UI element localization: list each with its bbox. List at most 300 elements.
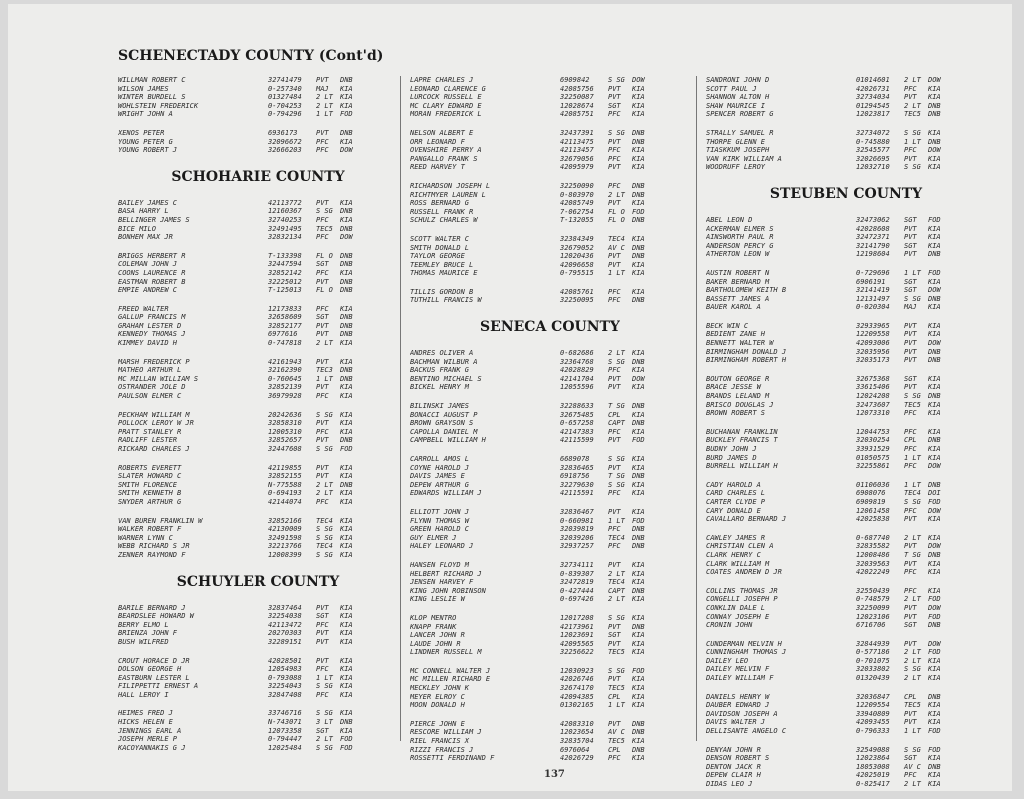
rank: PVT [316, 656, 329, 665]
status-code: DNB [632, 622, 645, 631]
rank: TEC4 [608, 578, 625, 587]
rank: CPL [608, 410, 621, 419]
roster-entry [706, 746, 986, 755]
status-code: DNB [928, 762, 941, 771]
soldier-name: GRAHAM LESTER D [118, 321, 182, 330]
soldier-name: VAN KIRK WILLIAM A [706, 154, 782, 163]
roster-entry [118, 330, 398, 339]
entry-block [706, 693, 986, 736]
status-code: KIA [632, 199, 645, 208]
roster-entry [118, 225, 398, 234]
roster-entry [706, 85, 986, 94]
status-code: DNB [928, 356, 941, 365]
service-number: 42095979 [560, 163, 594, 172]
service-number: 42130009 [268, 525, 302, 534]
rank: 2 LT [316, 480, 333, 489]
soldier-name: DENYAN JOHN R [706, 745, 761, 754]
roster-entry [118, 129, 398, 138]
roster-entry [706, 551, 986, 560]
entry-block [410, 402, 690, 445]
rank: 2 LT [316, 101, 333, 110]
service-number: 32545577 [856, 146, 890, 155]
soldier-name: CLARK HENRY C [706, 550, 761, 559]
rank: TEC5 [904, 400, 921, 409]
soldier-name: CARROLL AMOS L [410, 455, 470, 463]
status-code: FOD [340, 735, 353, 744]
roster-entry [410, 182, 690, 191]
status-code: DNB [632, 586, 645, 595]
roster-entry [410, 693, 690, 702]
rank: PVT [904, 612, 917, 621]
soldier-name: BRACE JESSE W [706, 383, 761, 392]
roster-entry [706, 674, 986, 683]
status-code: DNB [340, 286, 353, 295]
service-number: 12073310 [856, 409, 890, 418]
status-code: KIA [928, 445, 941, 453]
service-number: 0-839307 [560, 569, 594, 578]
rank: PVT [904, 154, 917, 163]
soldier-name: CADY HAROLD A [706, 480, 761, 489]
service-number: 32030254 [856, 436, 890, 445]
county-heading: STEUBEN COUNTY [769, 185, 923, 202]
service-number: 20242636 [268, 410, 302, 419]
service-number: 42161943 [268, 357, 302, 366]
roster-entry [706, 216, 986, 225]
status-code: DNB [928, 392, 941, 401]
soldier-name: EASTBURN LESTER L [118, 673, 190, 682]
soldier-name: COYNE HAROLD J [410, 463, 470, 472]
soldier-name: GALLUP FRANCIS M [118, 313, 186, 322]
service-number: 32033802 [856, 665, 890, 674]
soldier-name: SCOTT WALTER C [410, 234, 470, 243]
soldier-name: RICHARDSON JOSEPH L [410, 181, 491, 190]
rank: PVT [904, 559, 917, 568]
document-page [8, 4, 1012, 791]
rank: PFC [608, 146, 621, 155]
rank: TEC5 [608, 737, 625, 746]
roster-entry [410, 578, 690, 587]
roster-entry [118, 691, 398, 700]
status-code: KIA [928, 559, 941, 568]
rank: TEC5 [608, 648, 625, 657]
roster-entry [706, 339, 986, 348]
status-code: DNB [928, 692, 941, 701]
rank: PFC [316, 146, 329, 155]
rank: PFC [316, 690, 329, 699]
status-code: KIA [632, 269, 645, 278]
rank: PFC [608, 110, 621, 119]
rank: S SG [316, 550, 333, 559]
rank: 1 LT [904, 727, 921, 736]
service-number: 32666203 [268, 146, 302, 155]
status-code: KIA [340, 419, 353, 428]
roster-entry [118, 604, 398, 613]
status-code: KIA [340, 629, 353, 638]
status-code: KIA [340, 533, 353, 542]
rank: 2 LT [316, 93, 333, 102]
soldier-name: PECKHAM WILLIAM M [118, 410, 190, 419]
roster-entry [410, 93, 690, 102]
rank: PVT [904, 250, 917, 259]
service-number: 32141419 [856, 286, 890, 295]
rank: SGT [904, 241, 917, 250]
soldier-name: WILSON JAMES [118, 84, 169, 93]
soldier-name: CHRISTIAN CLEN A [706, 542, 774, 551]
service-number: 42025019 [856, 771, 890, 780]
roster-entry [706, 155, 986, 164]
rank: S SG [608, 357, 625, 366]
service-number: 6918756 [560, 472, 590, 481]
soldier-name: BURD JAMES D [706, 453, 757, 462]
service-number: 20270303 [268, 629, 302, 638]
service-number: 0-747818 [268, 339, 302, 348]
service-number: 42085749 [560, 199, 594, 208]
soldier-name: SCOTT PAUL J [706, 84, 757, 93]
soldier-name: DAVIS JAMES E [410, 472, 465, 481]
status-code: FOD [928, 595, 941, 604]
status-code: KIA [632, 101, 645, 110]
soldier-name: BUCKLEY FRANCIS T [706, 436, 778, 445]
rank: PVT [904, 347, 917, 356]
service-number: 32832134 [268, 233, 302, 242]
rank: PFC [904, 84, 917, 93]
soldier-name: JENSEN HARVEY F [410, 578, 474, 587]
status-code: KIA [928, 303, 941, 312]
roster-entry [118, 411, 398, 420]
soldier-name: DAVIDSON JOSEPH A [706, 709, 778, 718]
service-number: 32255861 [856, 462, 890, 471]
soldier-name: CAPOLLA DANIEL M [410, 427, 478, 436]
rank: PFC [316, 215, 329, 224]
rank: S SG [316, 445, 333, 453]
rank: PVT [608, 137, 621, 146]
soldier-name: CONWAY JOSEPH E [706, 612, 770, 621]
soldier-name: RADLIFF LESTER [118, 436, 178, 445]
rank: 2 LT [316, 339, 333, 348]
service-number: 32256622 [560, 648, 594, 657]
status-code: DNB [632, 137, 645, 146]
soldier-name: DAVIS WALTER J [706, 718, 766, 727]
status-code: DNB [928, 347, 941, 356]
soldier-name: DEPEW ARTHUR G [410, 480, 470, 489]
rank: PFC [904, 771, 917, 780]
status-code: KIA [632, 560, 645, 569]
rank: SGT [904, 277, 917, 286]
service-number: 42094385 [560, 692, 594, 701]
service-number: 32550439 [856, 586, 890, 595]
rank: PVT [608, 622, 621, 631]
rank: PFC [904, 427, 917, 436]
roster-entry [706, 401, 986, 410]
rank: PFC [316, 620, 329, 629]
soldier-name: REED HARVEY T [410, 163, 465, 172]
rank: PVT [316, 472, 329, 481]
roster-entry [706, 348, 986, 357]
soldier-name: POLLOCK LEROY W JR [118, 419, 194, 428]
roster-entry [706, 286, 986, 295]
soldier-name: WOODRUFF LEROY [706, 163, 766, 172]
rank: PVT [904, 383, 917, 392]
soldier-name: ROSS BERNARD G [410, 199, 470, 208]
roster-entry [410, 595, 690, 604]
roster-entry [706, 621, 986, 630]
service-number: 32288633 [560, 402, 594, 411]
rank: PFC [608, 366, 621, 375]
status-code: KIA [632, 489, 645, 498]
rank: PVT [904, 224, 917, 233]
status-code: KIA [632, 93, 645, 102]
soldier-name: BERRY ELMO L [118, 620, 169, 629]
service-number: 32162390 [268, 366, 302, 375]
page-title: SCHENECTADY COUNTY (Cont'd) [118, 48, 384, 64]
roster-entry [118, 744, 398, 753]
entry-block [706, 534, 986, 577]
service-number: 12198604 [856, 250, 890, 259]
status-code: DNB [340, 128, 353, 137]
service-number: 42083310 [560, 719, 594, 728]
roster-entry [410, 163, 690, 172]
service-number: 0-577186 [856, 648, 890, 657]
entry-block [118, 199, 398, 242]
soldier-name: DAILEY MELVIN F [706, 665, 770, 674]
roster-entry [410, 481, 690, 490]
roster-entry [118, 735, 398, 744]
service-number: 42026746 [560, 675, 594, 684]
rank: TEC5 [316, 224, 333, 233]
roster-entry [706, 727, 986, 736]
entry-block [410, 561, 690, 604]
status-code: KIA [340, 93, 353, 102]
roster-entry [118, 339, 398, 348]
status-code: KIA [340, 690, 353, 699]
rank: CAPT [608, 419, 625, 428]
entry-block [706, 322, 986, 365]
soldier-name: BRIENZA JOHN F [118, 629, 178, 638]
status-code: DNB [340, 313, 353, 322]
status-code: DNB [340, 436, 353, 445]
soldier-name: RICKARD CHARLES J [118, 445, 190, 453]
service-number: 12025484 [268, 743, 302, 752]
roster-entry [706, 356, 986, 365]
roster-entry [706, 76, 986, 85]
soldier-name: LEONARD CLARENCE G [410, 84, 486, 93]
rank: SGT [316, 260, 329, 269]
rank: 1 LT [904, 137, 921, 146]
roster-entry [410, 428, 690, 437]
entry-block [118, 252, 398, 295]
roster-entry [410, 375, 690, 384]
soldier-name: PANGALLO FRANK S [410, 154, 478, 163]
roster-entry [410, 110, 690, 119]
status-code: FOD [928, 648, 941, 657]
roster-entry [118, 612, 398, 621]
soldier-name: GREEN HAROLD C [410, 525, 470, 534]
status-code: KIA [632, 163, 645, 172]
soldier-name: FLYNN THOMAS W [410, 516, 470, 525]
status-code: KIA [340, 673, 353, 682]
rank: TEC5 [904, 701, 921, 710]
status-code: KIA [632, 692, 645, 701]
status-code: KIA [340, 682, 353, 691]
status-code: KIA [340, 383, 353, 392]
roster-entry [118, 542, 398, 551]
service-number: 12017208 [560, 613, 594, 622]
rank: 2 LT [904, 656, 921, 665]
roster-entry [118, 252, 398, 261]
service-number: 42113475 [560, 137, 594, 146]
column-divider [696, 76, 697, 741]
roster-entry [410, 561, 690, 570]
rank: PVT [316, 357, 329, 366]
roster-entry [706, 693, 986, 702]
status-code: KIA [632, 675, 645, 684]
service-number: T-133398 [268, 251, 302, 260]
status-code: KIA [928, 154, 941, 163]
service-number: 32384349 [560, 234, 594, 243]
entry-block [410, 720, 690, 763]
rank: PVT [904, 339, 917, 348]
roster-entry [118, 110, 398, 119]
service-number: 32835704 [560, 737, 594, 746]
roster-entry [118, 93, 398, 102]
soldier-name: PAULSON ELMER C [118, 392, 182, 401]
service-number: 0-793088 [268, 673, 302, 682]
roster-entry [410, 614, 690, 623]
soldier-name: BRISCO DOUGLAS J [706, 400, 774, 409]
service-number: 6936173 [268, 128, 298, 137]
soldier-name: DENTON JACK R [706, 762, 761, 771]
status-code: DOI [928, 489, 941, 498]
rank: PVT [608, 93, 621, 102]
rank: MAJ [316, 84, 329, 93]
service-number: 12030923 [560, 666, 594, 675]
status-code: KIA [340, 339, 353, 348]
roster-entry [706, 445, 986, 454]
service-number: 42028829 [560, 366, 594, 375]
rank: S SG [608, 128, 625, 137]
rank: TEC5 [608, 684, 625, 693]
service-number: 32472819 [560, 578, 594, 587]
roster-entry [410, 525, 690, 534]
roster-entry [706, 163, 986, 172]
service-number: 42093455 [856, 718, 890, 727]
soldier-name: BEDIENT ZANE H [706, 330, 766, 339]
service-number: 33746716 [268, 709, 302, 718]
status-code: KIA [340, 497, 353, 506]
rank: PVT [316, 321, 329, 330]
roster-entry [118, 638, 398, 647]
soldier-name: MC MILLAN WILLIAM S [118, 374, 199, 383]
soldier-name: BOUTON GEORGE R [706, 374, 770, 383]
status-code: DNB [340, 224, 353, 233]
service-number: 0-701075 [856, 656, 890, 665]
rank: SGT [316, 612, 329, 621]
status-code: KIA [928, 586, 941, 595]
service-number: 0-825417 [856, 780, 890, 788]
service-number: 12055596 [560, 383, 594, 392]
rank: PVT [316, 629, 329, 638]
rank: TEC5 [904, 110, 921, 119]
rank: S SG [316, 682, 333, 691]
roster-entry [410, 701, 690, 710]
status-code: KIA [632, 463, 645, 472]
service-number: 0-729696 [856, 268, 890, 277]
service-number: 42026731 [856, 84, 890, 93]
rank: PFC [904, 462, 917, 471]
service-number: 32437391 [560, 128, 594, 137]
soldier-name: ELLIOTT JOHN J [410, 507, 470, 516]
rank: PVT [904, 709, 917, 718]
entry-block [706, 428, 986, 471]
soldier-name: BAKER BERNARD M [706, 277, 770, 286]
service-number: 0-694193 [268, 489, 302, 498]
soldier-name: AUSTIN ROBERT N [706, 268, 770, 277]
status-code: KIA [632, 480, 645, 489]
service-number: 6906191 [856, 277, 886, 286]
roster-entry [118, 525, 398, 534]
rank: PFC [608, 287, 621, 296]
service-number: 32096672 [268, 137, 302, 146]
soldier-name: PRATT STANLEY R [118, 427, 182, 436]
soldier-name: ZENNER RAYMOND F [118, 550, 186, 559]
soldier-name: BEARDSLEE HOWARD W [118, 612, 194, 621]
roster-entry [118, 464, 398, 473]
soldier-name: EASTMAN ROBERT B [118, 277, 186, 286]
soldier-name: GUY ELMER J [410, 533, 457, 542]
status-code: KIA [928, 409, 941, 418]
service-number: 6976064 [560, 745, 590, 754]
rank: S SG [316, 410, 333, 419]
soldier-name: HELBERT RICHARD J [410, 569, 482, 578]
status-code: KIA [928, 533, 941, 542]
service-number: 32491598 [268, 533, 302, 542]
soldier-name: KACOYANNAKIS G J [118, 743, 186, 752]
service-number: 32447594 [268, 260, 302, 269]
status-code: KIA [632, 234, 645, 243]
service-number: 01014601 [856, 76, 890, 84]
roster-entry [410, 85, 690, 94]
roster-entry [706, 498, 986, 507]
rank: S SG [904, 497, 921, 506]
rank: PVT [608, 675, 621, 684]
status-code: KIA [632, 366, 645, 375]
service-number: 32836467 [560, 507, 594, 516]
soldier-name: CARTER CLYDE P [706, 497, 766, 506]
rank: PVT [608, 383, 621, 392]
rank: CAPT [608, 586, 625, 595]
service-number: 32026695 [856, 154, 890, 163]
rank: 2 LT [904, 595, 921, 604]
status-code: KIA [340, 463, 353, 472]
rank: PVT [316, 603, 329, 612]
rank: CPL [608, 745, 621, 754]
rank: PFC [904, 586, 917, 595]
roster-entry [118, 472, 398, 481]
roster-entry [706, 102, 986, 111]
soldier-name: RESCORE WILLIAM J [410, 728, 482, 737]
status-code: KIA [340, 620, 353, 629]
rank: TEC4 [608, 234, 625, 243]
status-code: KIA [340, 101, 353, 110]
roster-entry [118, 709, 398, 718]
status-code: DNB [928, 621, 941, 630]
rank: PVT [904, 542, 917, 551]
soldier-name: HALEY LEONARD J [410, 542, 474, 551]
service-number: 42113472 [268, 620, 302, 629]
soldier-name: BELLINGER JAMES S [118, 215, 190, 224]
roster-entry [706, 129, 986, 138]
status-code: KIA [340, 304, 353, 313]
